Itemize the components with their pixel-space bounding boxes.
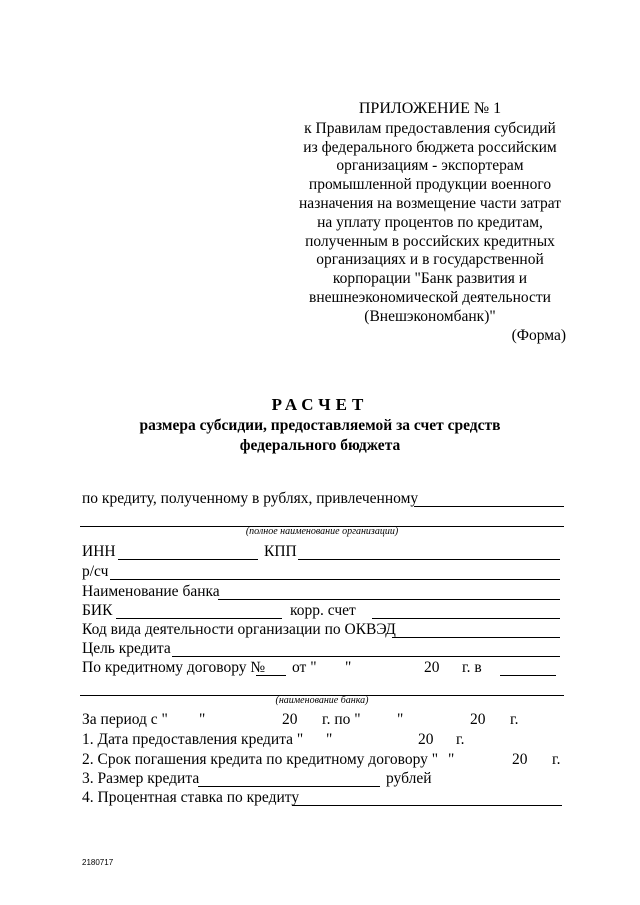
appendix-line: организациям - экспортерам: [336, 157, 524, 175]
okved-label: Код вида деятельности организации по ОКВЭД: [82, 621, 396, 638]
appendix-line: внешнеэкономической деятельности: [309, 288, 551, 306]
bank-name-field[interactable]: [218, 599, 560, 600]
item1-quote: ": [326, 731, 333, 748]
contract-year-prefix: 20: [424, 659, 440, 676]
appendix-line: корпорации "Банк развития и: [332, 270, 528, 288]
appendix-line: организациях и в государственной: [316, 251, 544, 269]
appendix-line: назначения на возмещение части затрат: [299, 194, 561, 212]
subtitle-line-2: федерального бюджета: [239, 437, 401, 454]
form-label: (Форма): [511, 327, 566, 344]
appendix-title: ПРИЛОЖЕНИЕ № 1: [358, 100, 502, 117]
corr-account-label: корр. счет: [290, 602, 356, 619]
bank-caption: (наименование банка): [275, 695, 369, 706]
period-to-label: г. по ": [322, 711, 361, 728]
bank-name-label: Наименование банка: [82, 583, 220, 600]
item2-label: 2. Срок погашения кредита по кредитному договору ": [82, 751, 439, 768]
item2-year-suffix: г.: [552, 751, 561, 768]
okved-field[interactable]: [392, 637, 560, 638]
document-title: РАСЧЕТ: [271, 395, 369, 414]
credit-purpose-field[interactable]: [172, 656, 560, 657]
contract-from-label: от ": [292, 659, 317, 676]
period-to-year: 20: [470, 711, 486, 728]
appendix-line: промышленной продукции военного: [308, 176, 552, 194]
contract-date-quote: ": [345, 659, 352, 676]
item2-quote: ": [448, 751, 455, 768]
item3-label: 3. Размер кредита: [82, 770, 200, 787]
lender-field[interactable]: [414, 506, 564, 507]
item1-label: 1. Дата предоставления кредита ": [82, 731, 304, 748]
kpp-field[interactable]: [298, 559, 560, 560]
credit-amount-field[interactable]: [198, 786, 380, 787]
appendix-line: к Правилам предоставления субсидий: [304, 119, 556, 137]
appendix-header: [285, 100, 575, 327]
rubles-label: рублей: [386, 770, 432, 787]
contract-year-in-label: г. в: [462, 659, 482, 676]
item2-year: 20: [512, 751, 528, 768]
appendix-line: из федерального бюджета российским: [303, 138, 557, 156]
credit-contract-label: По кредитному договору №: [82, 659, 266, 676]
interest-rate-field[interactable]: [292, 805, 562, 806]
period-to-quote: ": [397, 711, 404, 728]
period-from-quote: ": [199, 711, 206, 728]
bik-field[interactable]: [116, 618, 282, 619]
period-from-label: За период с ": [82, 711, 168, 728]
contract-bank-city-field[interactable]: [500, 675, 556, 676]
account-field[interactable]: [110, 579, 560, 580]
inn-field[interactable]: [118, 559, 258, 560]
account-label: р/сч: [82, 563, 109, 580]
document-subtitle: [0, 416, 640, 456]
item1-year: 20: [418, 731, 434, 748]
kpp-label: КПП: [264, 543, 297, 560]
footer-code: 2180717: [82, 858, 114, 867]
appendix-line: (Внешэкономбанк)": [364, 307, 496, 325]
period-to-year-suffix: г.: [510, 711, 519, 728]
contract-number-field[interactable]: [256, 675, 286, 676]
credit-purpose-label: Цель кредита: [82, 640, 171, 657]
item1-year-suffix: г.: [456, 731, 465, 748]
inn-label: ИНН: [82, 543, 116, 560]
credit-rubles-label: по кредиту, полученному в рублях, привлеченному: [82, 490, 419, 507]
item4-label: 4. Процентная ставка по кредиту: [82, 789, 300, 806]
appendix-line: полученным в российских кредитных: [305, 232, 555, 250]
subtitle-line-1: размера субсидии, предоставляемой за счет средств: [139, 417, 501, 434]
corr-account-field[interactable]: [372, 618, 560, 619]
bik-label: БИК: [82, 602, 113, 619]
org-name-caption: (полное наименование организации): [245, 526, 399, 537]
appendix-line: на уплату процентов по кредитам,: [317, 213, 543, 231]
period-from-year: 20: [282, 711, 298, 728]
